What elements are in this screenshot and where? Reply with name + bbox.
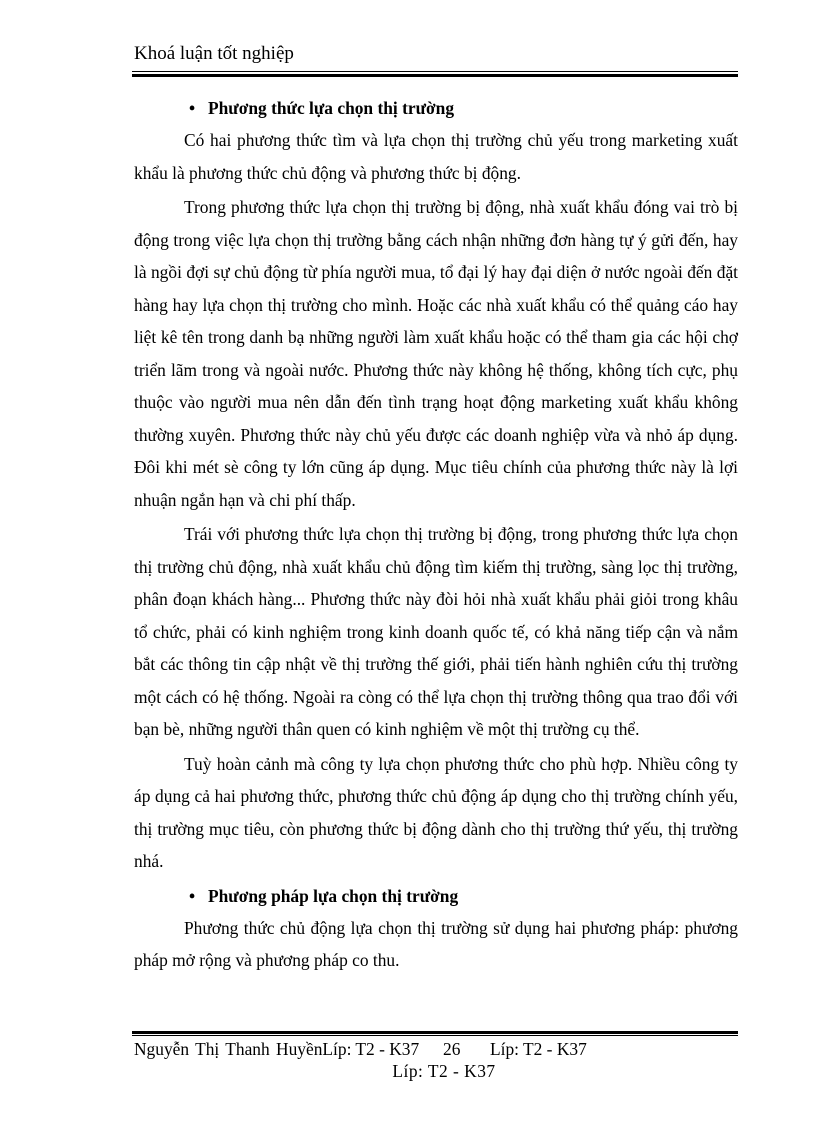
footer-class-overlap: Líp: T2 - K37	[490, 1039, 587, 1059]
header-title: Khoá luận tốt nghiệp	[134, 43, 294, 64]
paragraph: Trong phương thức lựa chọn thị trường bị động, nhà xuất khẩu đóng vai trò bị động trong việc lựa chọn thị trường bằng cách nhận những đơn hàng tự ý gửi đến, hay là ngồi đợi sự chủ động từ phía người mua, tổ đại lý hay đại diện ở nước ngoài đến đặt hàng hay lựa chọn thị trường cho mình. Hoặc các nhà xuất khẩu có thể quảng cáo hay liệt kê tên trong danh bạ những người làm xuất khẩu hoặc có thể tham gia các hội chợ triển lãm trong và ngoài nước. Phương thức này không hệ thống, không tích cực, phụ thuộc vào người mua nên dẫn đến tình trạng hoạt động marketing xuất khẩu không thường xuyên. Phương thức này chủ yếu được các doanh nghiệp vừa và nhỏ áp dụng. Đôi khi mét sè công ty lớn cũng áp dụng. Mục tiêu chính của phương thức này là lợi nhuận ngắn hạn và chi phí thấp.	[134, 197, 738, 510]
section-heading	[134, 880, 738, 912]
header-rule-thick	[132, 74, 738, 77]
section-heading	[134, 92, 738, 124]
heading-text: Phương thức lựa chọn thị trường	[208, 98, 455, 118]
footer-rule-thick	[132, 1031, 738, 1034]
footer-rule-thin	[132, 1035, 738, 1036]
bullet-icon: •	[188, 885, 196, 906]
footer-class-repeat: Líp: T2 - K37	[392, 1061, 496, 1081]
bullet-icon: •	[188, 98, 196, 118]
paragraph: Tuỳ hoàn cảnh mà công ty lựa chọn phương thức cho phù hợp. Nhiều công ty áp dụng cả hai phương thức, phương thức chủ động áp dụng cho thị trường chính yếu, thị trường mục tiêu, còn phương thức bị động dành cho thị trường thứ yếu, thị trường nhá.	[134, 753, 738, 871]
heading-text: Phương pháp lựa chọn thị trường	[208, 885, 459, 906]
paragraph: Phương thức chủ động lựa chọn thị trường sử dụng hai phương pháp: phương pháp mở rộng và phương pháp co thu.	[134, 917, 738, 970]
paragraph: Có hai phương thức tìm và lựa chọn thị trường chủ yếu trong marketing xuất khẩu là phương thức chủ động và phương thức bị động.	[134, 130, 738, 183]
footer-line	[134, 1038, 738, 1060]
footer-author: Nguyễn Thị Thanh Huyền	[134, 1039, 323, 1059]
page-number: 26	[443, 1039, 461, 1059]
header-rule-thin	[132, 71, 738, 72]
document-body	[134, 92, 738, 979]
paragraph: Trái với phương thức lựa chọn thị trường bị động, trong phương thức lựa chọn thị trường chủ động, nhà xuất khẩu chủ động tìm kiếm thị trường, sàng lọc thị trường, phân đoạn khách hàng... Phương thức này đòi hỏi nhà xuất khẩu phải giỏi trong khâu tổ chức, phải có kinh nghiệm trong kinh doanh quốc tế, có khả năng tiếp cận và nắm bắt các thông tin cập nhật về thị trường thế giới, phải tiến hành nghiên cứu thị trường một cách có hệ thống. Ngoài ra còng có thể lựa chọn thị trường thông qua trao đổi với bạn bè, những người thân quen có kinh nghiệm về một thị trường cụ thể.	[134, 524, 738, 739]
footer-class: Líp: T2 - K37	[322, 1039, 420, 1059]
